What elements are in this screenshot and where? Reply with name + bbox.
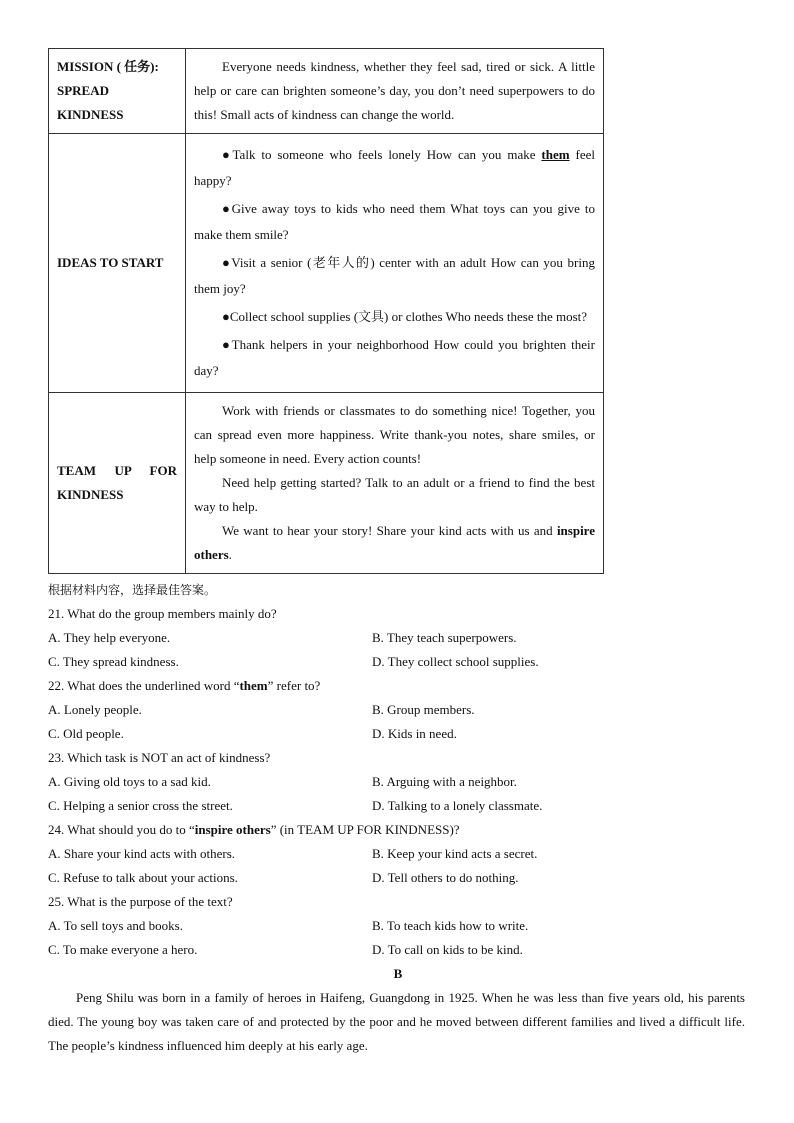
mission-label-line: KINDNESS [57, 107, 124, 122]
section-b-heading: B [393, 966, 403, 981]
questions-section [48, 578, 748, 1058]
question-21 [48, 602, 748, 674]
option-a[interactable]: A. They help everyone. [48, 630, 171, 645]
mission-text-cell [186, 49, 604, 134]
ideas-list [186, 134, 604, 393]
option-a[interactable]: A. Share your kind acts with others. [48, 846, 236, 861]
team-text: We want to hear your story! Share your kind acts with us and [222, 523, 557, 538]
question-25 [48, 890, 748, 962]
mission-label-line: SPREAD [57, 83, 110, 98]
stem-text: 22. What does the underlined word “ [48, 678, 240, 693]
question-stem [48, 890, 748, 914]
option-d[interactable]: D. Kids in need. [372, 726, 457, 741]
option-a[interactable]: A. To sell toys and books. [48, 918, 183, 933]
options-row [48, 722, 748, 746]
option-c[interactable]: C. Old people. [48, 726, 124, 741]
idea-item: ●Visit a senior (老年人的) center with an adult How can you bring them joy? [194, 255, 595, 296]
option-b[interactable]: B. To teach kids how to write. [372, 918, 529, 933]
stem-bold: them [239, 678, 268, 693]
stem-text: 23. Which task is NOT an act of kindness? [48, 750, 271, 765]
option-b[interactable]: B. They teach superpowers. [372, 630, 517, 645]
idea-item: ●Collect school supplies (文具) or clothes Who needs these the most? [222, 309, 588, 324]
question-stem [48, 746, 748, 770]
team-label-line: TEAM UP FOR [57, 463, 177, 478]
option-a[interactable]: A. Lonely people. [48, 702, 142, 717]
option-b[interactable]: B. Arguing with a neighbor. [372, 774, 517, 789]
stem-text: 21. What do the group members mainly do? [48, 606, 277, 621]
mission-label [49, 49, 186, 134]
options-row [48, 626, 748, 650]
option-c[interactable]: C. Helping a senior cross the street. [48, 798, 233, 813]
idea-text: feel happy? [194, 147, 596, 188]
team-row [49, 393, 604, 574]
mission-row [49, 49, 604, 134]
option-d[interactable]: D. Talking to a lonely classmate. [372, 798, 543, 813]
idea-item [194, 142, 595, 194]
team-label [49, 393, 186, 574]
underlined-word-them: them [541, 147, 570, 162]
idea-item: ●Thank helpers in your neighborhood How could you brighten their day? [194, 337, 595, 378]
stem-bold: inspire others [194, 822, 271, 837]
ideas-label: IDEAS TO START [49, 134, 186, 393]
options-row [48, 866, 748, 890]
team-text: . [228, 547, 232, 562]
option-a[interactable]: A. Giving old toys to a sad kid. [48, 774, 211, 789]
question-24 [48, 818, 748, 890]
question-stem [48, 674, 748, 698]
stem-text: ” (in TEAM UP FOR KINDNESS)? [270, 822, 460, 837]
stem-text: 24. What should you do to “ [48, 822, 195, 837]
bold-phrase-inspire-others: inspire others [194, 523, 595, 562]
options-row [48, 842, 748, 866]
option-d[interactable]: D. Tell others to do nothing. [372, 870, 519, 885]
team-text-cell [186, 393, 604, 574]
question-22 [48, 674, 748, 746]
options-row [48, 794, 748, 818]
question-stem [48, 602, 748, 626]
options-row [48, 698, 748, 722]
option-d[interactable]: D. They collect school supplies. [372, 654, 539, 669]
team-label-line: KINDNESS [57, 487, 124, 502]
options-row [48, 938, 748, 962]
idea-item: ●Give away toys to kids who need them What toys can you give to make them smile? [194, 201, 595, 242]
section-b-paragraph: Peng Shilu was born in a family of heroes in Haifeng, Guangdong in 1925. When he was less than five years old, his parents died. The young boy was taken care of and protected by the poor and he moved between different families and lived a difficult life. The people’s kindness influenced him deeply at his early age. [48, 990, 745, 1053]
option-b[interactable]: B. Keep your kind acts a secret. [372, 846, 538, 861]
options-row [48, 770, 748, 794]
team-paragraph: Work with friends or classmates to do something nice! Together, you can spread even more happiness. Write thank-you notes, share smiles, or help someone in need. Every action counts! [194, 403, 595, 466]
idea-text: ●Talk to someone who feels lonely How can you make [222, 147, 542, 162]
stem-text: 25. What is the purpose of the text? [48, 894, 233, 909]
options-row [48, 650, 748, 674]
option-c[interactable]: C. They spread kindness. [48, 654, 179, 669]
team-paragraph: Need help getting started? Talk to an adult or a friend to find the best way to help. [194, 475, 595, 514]
question-23 [48, 746, 748, 818]
mission-label-line: MISSION ( 任务): [57, 59, 159, 74]
option-d[interactable]: D. To call on kids to be kind. [372, 942, 523, 957]
option-c[interactable]: C. Refuse to talk about your actions. [48, 870, 238, 885]
option-c[interactable]: C. To make everyone a hero. [48, 942, 198, 957]
mission-text: Everyone needs kindness, whether they feel sad, tired or sick. A little help or care can brighten someone’s day, you don’t need superpowers to do this! Small acts of kindness can change the world. [194, 59, 595, 122]
team-paragraph [194, 519, 595, 567]
ideas-row [49, 134, 604, 393]
document-page [48, 48, 748, 1058]
instruction-text: 根据材料内容，选择最佳答案。 [48, 583, 217, 597]
kindness-table [48, 48, 604, 574]
options-row [48, 914, 748, 938]
option-b[interactable]: B. Group members. [372, 702, 475, 717]
stem-text: ” refer to? [267, 678, 321, 693]
question-stem [48, 818, 748, 842]
